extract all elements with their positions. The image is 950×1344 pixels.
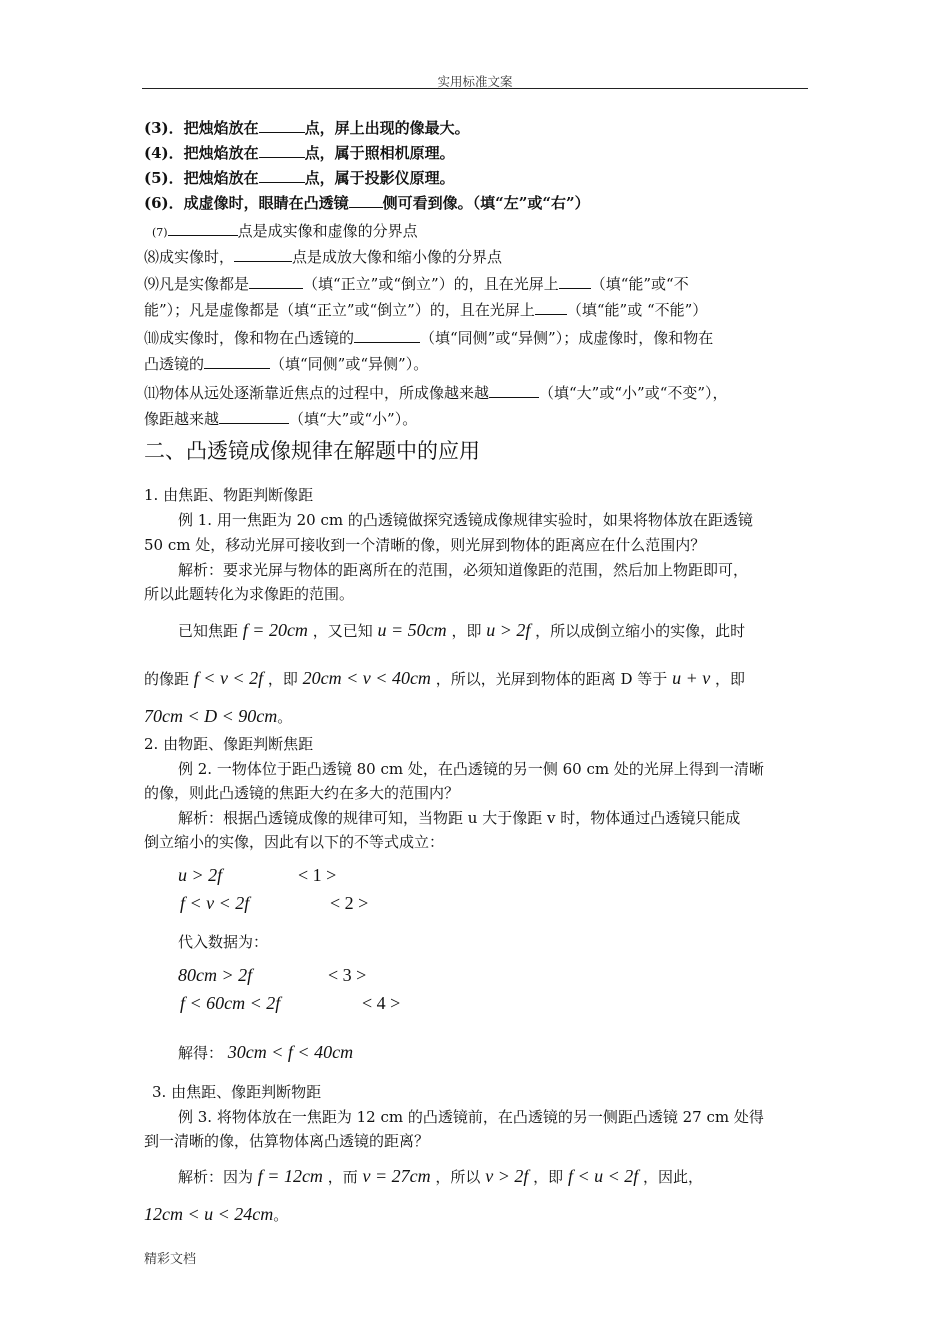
section-heading: 二、凸透镜成像规律在解题中的应用 xyxy=(144,439,480,463)
formula: 70cm < D < 90cm xyxy=(144,706,278,726)
blank xyxy=(535,300,567,315)
equation-4 xyxy=(180,991,280,1016)
formula: 80cm > 2f xyxy=(178,965,253,985)
formula: u > 2f xyxy=(486,620,531,640)
example-3-line2: 到一清晰的像，估算物体离凸透镜的距离？ xyxy=(144,1132,430,1150)
formula: 20cm < v < 40cm xyxy=(302,668,431,688)
fill-item-11-line2: 像距越来越 （填“大”或“小”）。 xyxy=(144,410,418,428)
equation-4-number: < 4 > xyxy=(362,993,401,1013)
example-2-line1: 例 2. 一物体位于距凸透镜 80 cm 处，在凸透镜的另一侧 60 cm 处的光屏上得到一清晰 xyxy=(178,760,764,778)
blank xyxy=(249,274,303,289)
example-1-line2: 50 cm 处，移动光屏可接收到一个清晰的像，则光屏到物体的距离应在什么范围内？ xyxy=(144,536,706,554)
header-divider xyxy=(142,88,808,89)
subsection-title-3: 3. 由焦距、像距判断物距 xyxy=(152,1083,322,1101)
fill-item-5: (5)．把烛焰放在 点，属于投影仪原理。 xyxy=(144,169,455,187)
analysis-3-math-line1: 解析：因为 f = 12cm ，而 v = 27cm ，所以 v > 2f ，即 f < u < 2f ，因此， xyxy=(178,1166,704,1186)
equation-2 xyxy=(180,891,249,916)
formula: f < u < 2f xyxy=(567,1166,639,1186)
page-header: 实用标准文案 xyxy=(437,74,513,89)
formula: 30cm < f < 40cm xyxy=(227,1042,354,1062)
formula: v > 2f xyxy=(485,1166,529,1186)
formula: f < 60cm < 2f xyxy=(180,993,281,1013)
equation-1 xyxy=(178,863,222,888)
formula: u = 50cm xyxy=(377,620,447,640)
blank xyxy=(259,118,305,133)
blank xyxy=(259,143,305,158)
analysis-2-line2: 倒立缩小的实像，因此有以下的不等式成立： xyxy=(144,833,445,851)
formula: 12cm < u < 24cm xyxy=(144,1204,274,1224)
fill-item-9-line1: ⑼凡是实像都是 （填“正立”或“倒立”）的，且在光屏上 （填“能”或“不 xyxy=(144,275,689,293)
fill-item-3: (3)．把烛焰放在 点，屏上出现的像最大。 xyxy=(144,119,470,137)
fill-item-7: (7) 点是成实像和虚像的分界点 xyxy=(152,222,418,240)
blank xyxy=(354,328,420,343)
solution-line: 解得： 30cm < f < 40cm xyxy=(178,1042,354,1062)
analysis-3-math-line2: 12cm < u < 24cm。 xyxy=(144,1204,289,1224)
fill-item-11-line1: ⑾物体从远处逐渐靠近焦点的过程中，所成像越来越 （填“大”或“小”或“不变”）， xyxy=(144,384,728,402)
blank xyxy=(168,221,238,236)
formula: v = 27cm xyxy=(362,1166,431,1186)
fill-item-9-line2: 能”）；凡是虚像都是（填“正立”或“倒立”）的，且在光屏上 （填“能”或 “不能”） xyxy=(144,301,708,319)
example-1-line1: 例 1. 用一焦距为 20 cm 的凸透镜做探究透镜成像规律实验时，如果将物体放在距透镜 xyxy=(178,511,753,529)
fill-item-8: ⑻成实像时， 点是成放大像和缩小像的分界点 xyxy=(144,248,503,266)
formula: f < v < 2f xyxy=(180,893,250,913)
fill-item-6: (6)．成虚像时，眼睛在凸透镜 侧可看到像。（填“左”或“右”） xyxy=(144,194,590,212)
equation-1-number: < 1 > xyxy=(298,865,337,885)
example-3-line1: 例 3. 将物体放在一焦距为 12 cm 的凸透镜前，在凸透镜的另一侧距凸透镜 27 cm 处得 xyxy=(178,1108,764,1126)
example-2-line2: 的像，则此凸透镜的焦距大约在多大的范围内？ xyxy=(144,784,460,802)
fill-item-4: (4)．把烛焰放在 点，属于照相机原理。 xyxy=(144,144,455,162)
formula: u + v xyxy=(672,668,711,688)
formula: u > 2f xyxy=(178,865,223,885)
analysis-2-line1: 解析：根据凸透镜成像的规律可知，当物距 u 大于像距 v 时，物体通过凸透镜只能成 xyxy=(178,809,741,827)
analysis-1-line2: 所以此题转化为求像距的范围。 xyxy=(144,585,355,603)
page-footer: 精彩文档 xyxy=(144,1252,197,1267)
fill-item-10-line1: ⑽成实像时，像和物在凸透镜的 （填“同侧”或“异侧”）；成虚像时，像和物在 xyxy=(144,329,714,347)
subsection-title-1: 1. 由焦距、物距判断像距 xyxy=(144,486,314,504)
equation-3-number: < 3 > xyxy=(328,965,367,985)
equation-2-number: < 2 > xyxy=(330,893,369,913)
analysis-1-math-line2: 的像距 f < v < 2f ，即 20cm < v < 40cm ，所以，光屏到物体的距离 D 等于 u + v ，即 xyxy=(144,668,746,688)
fill-item-10-line2: 凸透镜的 （填“同侧”或“异侧”）。 xyxy=(144,355,429,373)
analysis-1-line1: 解析：要求光屏与物体的距离所在的范围，必须知道像距的范围，然后加上物距即可， xyxy=(178,561,749,579)
analysis-1-math-line3: 70cm < D < 90cm。 xyxy=(144,706,293,726)
blank xyxy=(204,354,270,369)
formula: f = 12cm xyxy=(257,1166,323,1186)
blank xyxy=(259,168,305,183)
blank xyxy=(234,247,292,262)
blank xyxy=(219,409,289,424)
blank xyxy=(559,274,591,289)
formula: f = 20cm xyxy=(242,620,308,640)
substitution-label: 代入数据为： xyxy=(178,933,269,951)
blank xyxy=(489,383,539,398)
formula: f < v < 2f xyxy=(193,668,264,688)
blank xyxy=(349,193,383,208)
subsection-title-2: 2. 由物距、像距判断焦距 xyxy=(144,735,314,753)
equation-3 xyxy=(178,963,252,988)
analysis-1-math-line1: 已知焦距 f = 20cm ，又已知 u = 50cm ，即 u > 2f ，所以成倒立缩小的实像，此时 xyxy=(178,620,746,640)
